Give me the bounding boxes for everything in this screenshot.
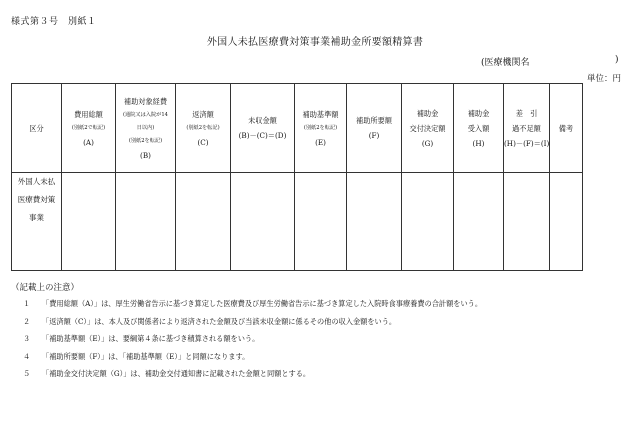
note-item [11, 350, 250, 368]
note-number: ５ [23, 369, 31, 378]
note-number: １ [23, 299, 31, 308]
header-cell [62, 84, 116, 173]
header-label-text: (E) [315, 137, 326, 147]
row-label-line: 外国人未払 [17, 177, 56, 186]
header-label-text: 返済額 [192, 109, 214, 119]
note-number: ２ [23, 316, 31, 326]
header-note-text: 日以内) [136, 124, 155, 131]
notes-heading: （記載上の注意） [11, 283, 80, 293]
note-number: ３ [23, 334, 31, 343]
form-number: 様式第３号 別紙１ [11, 17, 97, 27]
header-label-text: (C) [197, 137, 209, 147]
header-cell [176, 84, 231, 173]
header-cell [116, 84, 176, 173]
settlement-table [11, 83, 583, 271]
note-text: 「費用総額（A）」は、厚生労働省告示に基づき算定した医療費及び厚生労働省告示に基づき算定した入院時食事療養費の合計額をいう。 [42, 299, 483, 308]
header-note-text: (通院又は入院が14 [123, 111, 168, 118]
header-label-text: 過不足額 [512, 123, 541, 133]
header-cell [402, 84, 454, 173]
header-note-text: (別紙2を転記) [186, 124, 220, 131]
header-label-text: (B)－(C)＝(D) [238, 131, 287, 140]
header-label-text: (G) [421, 138, 434, 148]
header-cell [347, 84, 402, 173]
note-text: 「補助基準額（E）」は、要綱第４条に基づき積算される額をいう。 [42, 334, 260, 343]
header-label-text: (F) [368, 131, 380, 140]
header-cell [12, 84, 62, 173]
header-label-text: (B) [140, 150, 151, 160]
subsidy-required-input-cell[interactable] [347, 173, 402, 271]
remarks-input-cell[interactable] [550, 173, 583, 271]
header-label-text: 補助対象経費 [123, 96, 168, 106]
header-label-text: (H)－(F)＝(I) [504, 138, 550, 148]
header-cell [504, 84, 550, 173]
row-label-line: 医療費対策 [17, 195, 56, 204]
header-label-text: 補助金 [416, 108, 439, 118]
header-cell [454, 84, 504, 173]
note-number: ４ [23, 351, 31, 361]
row-label-cell [12, 173, 62, 271]
header-cell [231, 84, 295, 173]
header-label-text: 交付決定額 [409, 123, 446, 133]
note-text: 「補助所要額（F）」は、「補助基準額（E）」と同額になります。 [42, 351, 250, 361]
table-header-row [12, 84, 583, 173]
note-item [11, 332, 260, 350]
eligible-cost-input-cell[interactable] [116, 173, 176, 271]
header-cell [295, 84, 347, 173]
header-label-text: 費用総額 [74, 109, 103, 119]
header-label-text: 差 引 [515, 108, 538, 118]
unpaid-amount-input-cell[interactable] [231, 173, 295, 271]
institution-label: (医療機関名 [481, 58, 530, 68]
note-item [11, 367, 311, 385]
unit-label: 単位：円 [586, 74, 621, 84]
header-cell [550, 84, 583, 173]
note-item [11, 315, 397, 333]
note-item [11, 297, 483, 315]
header-note-text: (別紙2で転記) [71, 124, 106, 131]
header-label-text: 受入額 [467, 123, 490, 133]
header-label-text: (H) [472, 138, 485, 148]
institution-close-paren: ) [615, 55, 619, 65]
cost-total-input-cell[interactable] [62, 173, 116, 271]
note-text: 「補助金交付決定額（G）」は、補助金交付通知書に記載された金額と同額とする。 [42, 369, 311, 378]
institution-name-field [481, 55, 619, 68]
row-label-line: 事業 [29, 213, 44, 222]
header-label-text: 補助所要額 [356, 116, 392, 125]
note-text: 「返済額（C）」は、本人及び関係者により返済された金額及び当該未収金額に係るその他の収入金額をいう。 [42, 316, 397, 326]
header-label-text: 備考 [558, 123, 574, 133]
grant-decision-input-cell[interactable] [402, 173, 454, 271]
repayment-input-cell[interactable] [176, 173, 231, 271]
document-title: 外国人未払医療費対策事業補助金所要額精算書 [206, 37, 424, 48]
difference-input-cell[interactable] [504, 173, 550, 271]
grant-received-input-cell[interactable] [454, 173, 504, 271]
header-note-text: (別紙2を転記) [303, 124, 338, 131]
header-note-text: (別紙2を転記) [128, 137, 163, 144]
table-row [12, 173, 583, 271]
notes-section [11, 281, 483, 385]
subsidy-standard-input-cell[interactable] [295, 173, 347, 271]
header-label-text: (A) [83, 137, 94, 147]
header-label-text: 補助基準額 [302, 109, 339, 119]
header-label-text: 未収金額 [248, 116, 277, 125]
header-label-text: 補助金 [467, 108, 490, 118]
header-label-text: 区分 [29, 123, 44, 133]
